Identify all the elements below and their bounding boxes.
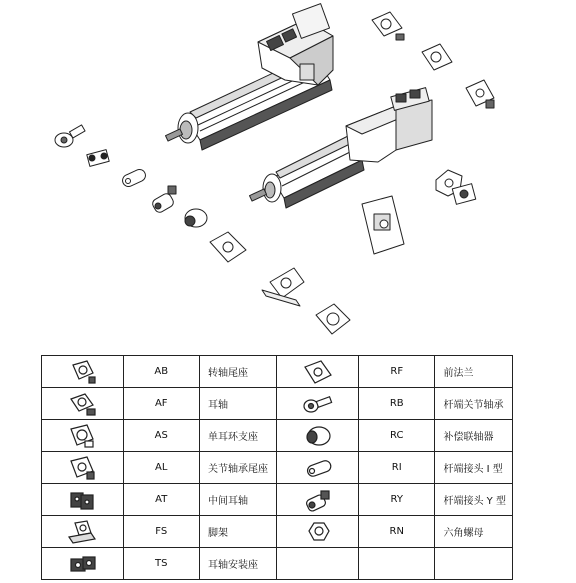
joint-bearing-tail-mount-icon bbox=[65, 455, 99, 481]
accessory-code: RY bbox=[359, 484, 435, 516]
accessory-name: 中间耳轴 bbox=[200, 484, 277, 516]
compensation-coupling-icon bbox=[301, 423, 335, 449]
accessory-name: 六角螺母 bbox=[435, 516, 513, 548]
accessory-name: 脚架 bbox=[200, 516, 277, 548]
accessory-name: 杆端关节轴承 bbox=[435, 388, 513, 420]
foot-bracket-part bbox=[262, 268, 304, 306]
trunnion-mount-base-icon bbox=[65, 551, 99, 577]
accessory-name: 单耳环支座 bbox=[200, 420, 277, 452]
accessory-name: 杆端接头 I 型 bbox=[435, 452, 513, 484]
single-ear-ring-mount-icon bbox=[65, 423, 99, 449]
accessory-name: 补偿联轴器 bbox=[435, 420, 513, 452]
empty-cell bbox=[359, 548, 435, 580]
rod-end-bearing-icon bbox=[301, 391, 335, 417]
rod-end-i-joint-part bbox=[121, 167, 148, 188]
rod-end-y-joint-part bbox=[151, 186, 176, 214]
table-row bbox=[42, 484, 513, 516]
accessory-code: RN bbox=[359, 516, 435, 548]
accessory-code: TS bbox=[123, 548, 199, 580]
table-row bbox=[42, 548, 513, 580]
front-flange-icon bbox=[301, 359, 335, 385]
joint-bearing-tail-mount-part bbox=[466, 80, 494, 108]
hex-nut-icon bbox=[301, 519, 335, 545]
accessory-code: RB bbox=[359, 388, 435, 420]
single-ear-ring-mount-part bbox=[316, 304, 350, 334]
upper-linear-actuator bbox=[165, 4, 333, 150]
empty-cell bbox=[435, 548, 513, 580]
foot-bracket-icon bbox=[65, 519, 99, 545]
trunnion-base-part bbox=[372, 12, 404, 40]
table-row bbox=[42, 388, 513, 420]
accessory-name: 耳轴 bbox=[200, 388, 277, 420]
table-row bbox=[42, 516, 513, 548]
accessory-code: RC bbox=[359, 420, 435, 452]
accessory-name: 转轴尾座 bbox=[200, 356, 277, 388]
middle-trunnion-icon bbox=[65, 487, 99, 513]
accessory-table bbox=[41, 355, 513, 580]
accessory-code: AT bbox=[123, 484, 199, 516]
table-row bbox=[42, 452, 513, 484]
compensation-coupling-part bbox=[185, 209, 207, 227]
table-row bbox=[42, 356, 513, 388]
accessory-name: 杆端接头 Y 型 bbox=[435, 484, 513, 516]
accessory-code: RF bbox=[359, 356, 435, 388]
accessory-code: AL bbox=[123, 452, 199, 484]
rod-end-bearing-part bbox=[55, 125, 85, 147]
accessory-code: RI bbox=[359, 452, 435, 484]
trunnion-base-icon bbox=[65, 359, 99, 385]
accessory-code: AS bbox=[123, 420, 199, 452]
trunnion-ear-icon bbox=[65, 391, 99, 417]
accessory-code: AF bbox=[123, 388, 199, 420]
accessory-code: AB bbox=[123, 356, 199, 388]
accessory-name: 前法兰 bbox=[435, 356, 513, 388]
accessory-name: 关节轴承尾座 bbox=[200, 452, 277, 484]
single-ear-ring-mount-part-2 bbox=[422, 44, 452, 70]
front-flange-part bbox=[210, 232, 246, 262]
rod-end-i-joint-icon bbox=[301, 455, 335, 481]
empty-cell bbox=[277, 548, 359, 580]
accessory-code: FS bbox=[123, 516, 199, 548]
table-row bbox=[42, 420, 513, 452]
middle-trunnion-part bbox=[87, 150, 109, 167]
rod-end-y-joint-icon bbox=[301, 487, 335, 513]
middle-trunnion-mount-part bbox=[362, 196, 404, 254]
accessory-name: 耳轴安装座 bbox=[200, 548, 277, 580]
